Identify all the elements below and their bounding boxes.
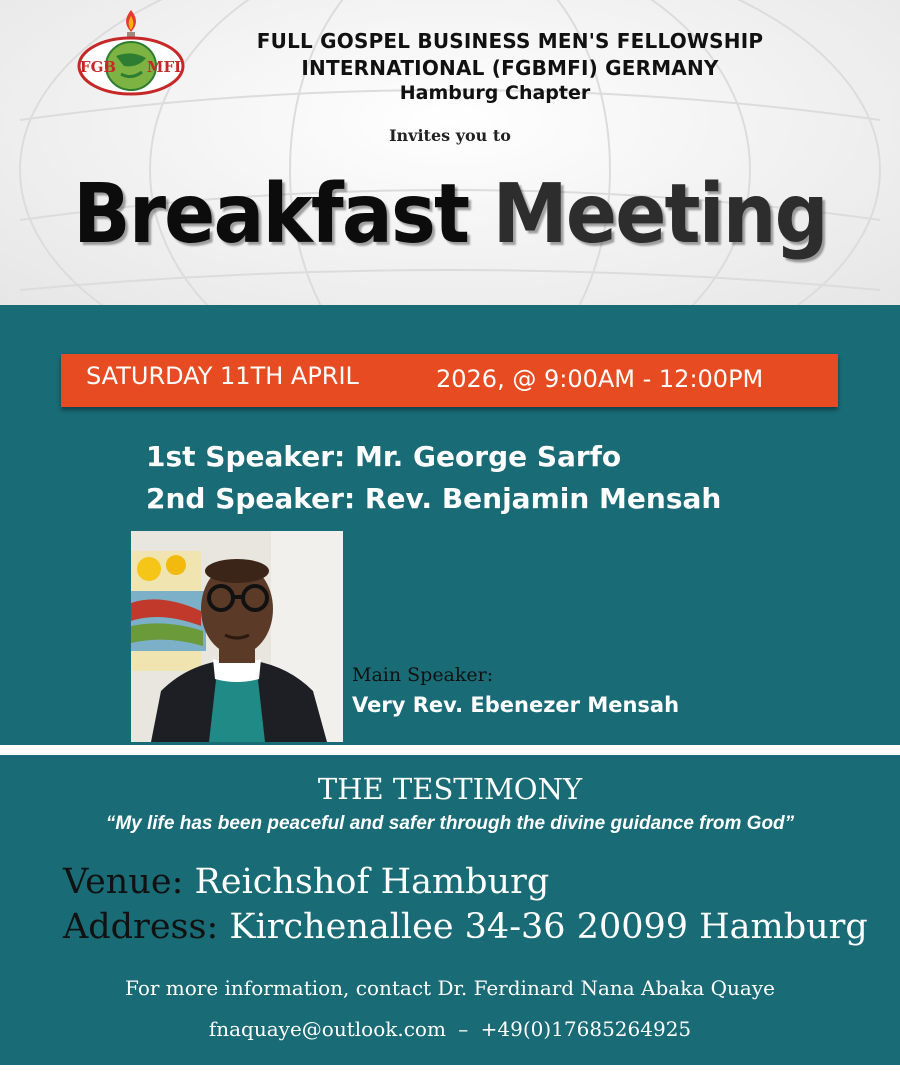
address-row: [63, 907, 868, 947]
first-speaker: 1st Speaker: Mr. George Sarfo: [146, 440, 622, 473]
svg-text:MFI: MFI: [146, 58, 182, 76]
date-day: SATURDAY 11TH APRIL: [86, 362, 359, 390]
second-speaker: 2nd Speaker: Rev. Benjamin Mensah: [146, 482, 722, 515]
contact-separator: –: [458, 1017, 469, 1041]
contact-details: [0, 1017, 900, 1041]
contact-info: For more information, contact Dr. Ferdinard Nana Abaka Quaye: [125, 976, 775, 1000]
contact-email[interactable]: fnaquaye@outlook.com: [208, 1017, 446, 1041]
header-section: [0, 0, 900, 305]
invites-text: Invites you to: [389, 126, 511, 145]
venue-row: [63, 862, 549, 902]
org-line-1: FULL GOSPEL BUSINESS MEN'S FELLOWSHIP: [256, 29, 764, 53]
org-line-2: INTERNATIONAL (FGBMFI) GERMANY: [301, 56, 719, 80]
contact-phone[interactable]: +49(0)17685264925: [480, 1017, 692, 1041]
main-speaker-photo: [131, 531, 343, 742]
venue-label: Venue:: [63, 862, 184, 902]
bottom-border: [0, 1065, 900, 1080]
venue-value: Reichshof Hamburg: [194, 862, 550, 902]
testimony-quote: “My life has been peaceful and safer through the divine guidance from God”: [105, 813, 795, 834]
main-speaker-name: Very Rev. Ebenezer Mensah: [352, 693, 680, 717]
title-word-breakfast: Breakfast: [73, 167, 469, 262]
svg-text:FGB: FGB: [79, 58, 117, 76]
date-banner: [61, 354, 838, 407]
section-divider: [0, 745, 900, 755]
main-speaker-label: Main Speaker:: [352, 664, 494, 686]
organization-name: [180, 28, 840, 105]
org-chapter: Hamburg Chapter: [399, 82, 591, 104]
address-label: Address:: [63, 907, 219, 947]
title-word-meeting: Meeting: [492, 167, 827, 262]
testimony-title: THE TESTIMONY: [317, 772, 583, 806]
date-time: 2026, @ 9:00AM - 12:00PM: [436, 365, 764, 393]
address-value: Kirchenallee 34-36 20099 Hamburg: [229, 907, 868, 947]
event-title: [36, 165, 864, 265]
